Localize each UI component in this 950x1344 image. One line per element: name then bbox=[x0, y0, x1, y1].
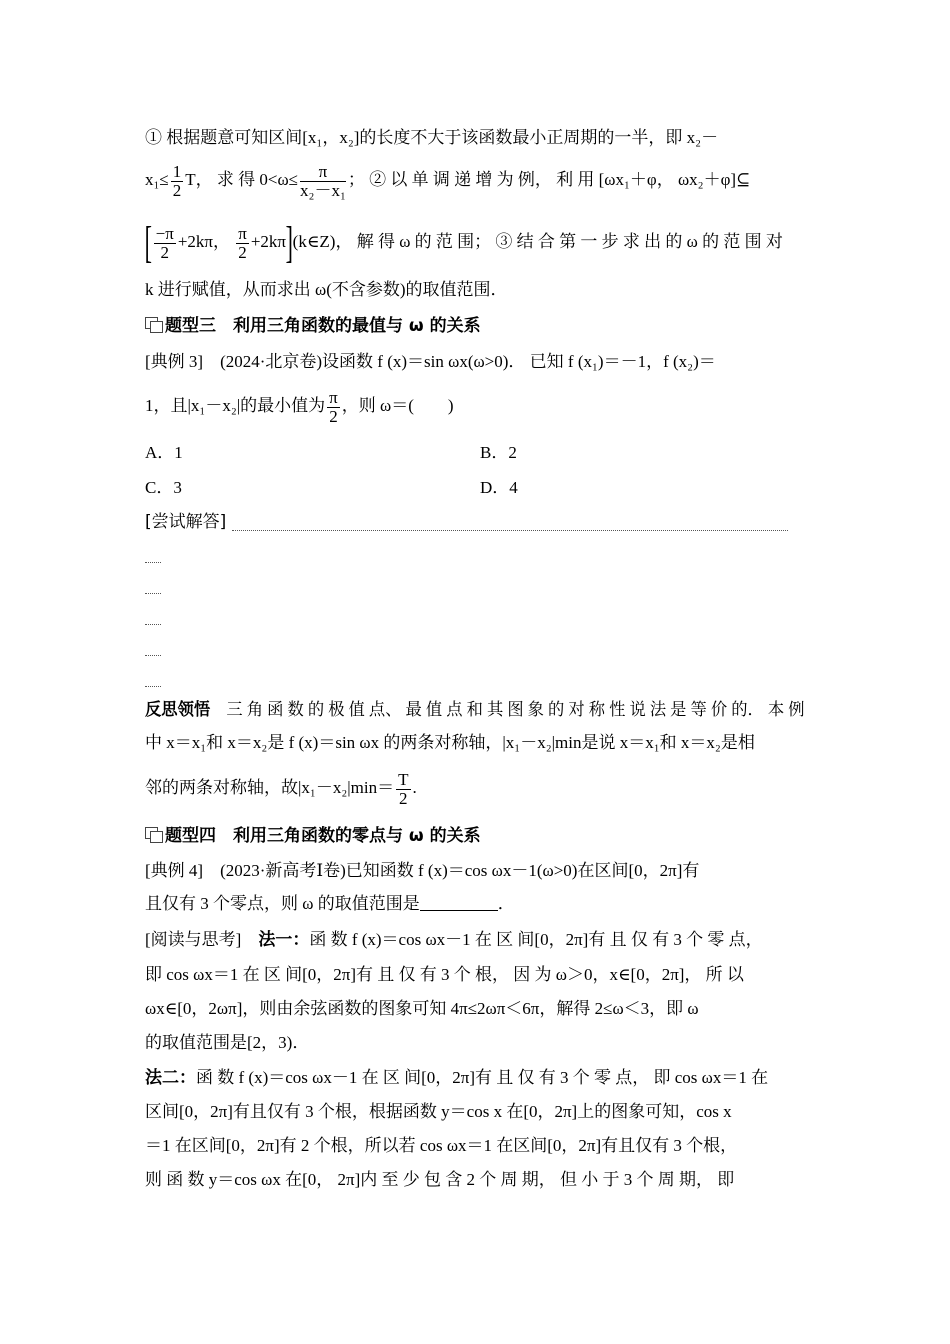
method-line-3: [ $\frac{-\pi}{2}$ +2kπ， $\frac{\pi}{2}$ +2kπ](k∈Z)， 解 得 ω 的 范 围； ③ 结 合 第 一 步 求 出 的 ω 的 范 围 对 bbox=[144, 218, 783, 268]
section-heading-4: 题型四 利用三角函数的零点与 ω 的关系 bbox=[145, 826, 481, 846]
method-two-line-2: 区间[0，2π]有且仅有 3 个根，根据函数 y＝cos x 在[0，2π]上的图象可知，cos x bbox=[145, 1102, 732, 1121]
option-c[interactable]: C．3 bbox=[145, 478, 182, 497]
fraction-t-half: $\frac{T}{2}$ bbox=[398, 769, 409, 808]
fill-in-blank[interactable] bbox=[420, 896, 498, 911]
answer-line[interactable] bbox=[145, 685, 161, 687]
fraction-neg-pi-half: $\frac{-\pi}{2}$ bbox=[155, 223, 174, 262]
method-two-label: 法二： bbox=[145, 1068, 196, 1088]
reflection-line-3: 邻的两条对称轴，故|x₁－x₂|min＝ $\frac{T}{2}$ . bbox=[145, 769, 417, 808]
reading-line-3: ωx∈[0，2ωπ]，则由余弦函数的图象可知 4π≤2ωπ＜6π，解得 2≤ω＜3，即 ω bbox=[145, 999, 699, 1018]
section-icon bbox=[145, 317, 163, 333]
method-two-line-4: 则 函 数 y＝cos ωx 在[0， 2π]内 至 少 包 含 2 个 周 期， 但 小 于 3 个 周 期， 即 bbox=[145, 1170, 735, 1189]
left-bracket-icon: [ bbox=[144, 218, 152, 268]
option-b[interactable]: B．2 bbox=[480, 443, 517, 462]
method-line-1: ① 根据题意可知区间[x₁，x₂]的长度不大于该函数最小正周期的一半，即 x₂－ bbox=[145, 128, 719, 147]
example-4-line-2: 且仅有 3 个零点，则 ω 的取值范围是 ． bbox=[145, 894, 515, 913]
reflection-line-1: 反思领悟 三 角 函 数 的 极 值 点、 最 值 点 和 其 图 象 的 对 称 性 说 法 是 等 价 的． 本 例 bbox=[145, 700, 805, 720]
fraction-pi-half-2: $\frac{\pi}{2}$ bbox=[329, 387, 338, 426]
reflection-label: 反思领悟 bbox=[145, 700, 211, 720]
right-bracket-icon: ] bbox=[285, 218, 294, 268]
method-two-line-3: ＝1 在区间[0，2π]有 2 个根，所以若 cos ωx＝1 在区间[0，2π]有且仅有 3 个根， bbox=[145, 1136, 738, 1155]
method-one-label: 法一： bbox=[258, 930, 310, 950]
option-a[interactable]: A．1 bbox=[145, 443, 183, 462]
answer-line[interactable] bbox=[145, 654, 161, 656]
try-answer-label: [尝试解答] bbox=[145, 512, 227, 532]
reading-line-4: 的取值范围是[2，3)． bbox=[145, 1033, 310, 1052]
answer-line[interactable] bbox=[145, 592, 161, 594]
answer-leader-line[interactable] bbox=[232, 529, 788, 531]
example-3-line-2: 1，且|x₁－x₂|的最小值为 $\frac{\pi}{2}$ ，则 ω＝( ) bbox=[145, 387, 454, 426]
reflection-line-2: 中 x＝x₁和 x＝x₂是 f (x)＝sin ωx 的两条对称轴，|x₁－x₂|min是说 x＝x₁和 x＝x₂是相 bbox=[145, 733, 755, 752]
section-heading-3: 题型三 利用三角函数的最值与 ω 的关系 bbox=[145, 316, 481, 336]
fraction-half: $\frac{1}{2}$ bbox=[172, 161, 182, 200]
example-3-line-1: [典例 3] (2024·北京卷)设函数 f (x)＝sin ωx(ω>0)． 已知 f (x₁)＝－1，f (x₂)＝ bbox=[145, 352, 716, 371]
reading-line-2: 即 cos ωx＝1 在 区 间[0，2π]有 且 仅 有 3 个 根， 因 为 ω＞0，x∈[0，2π]， 所 以 bbox=[145, 965, 744, 984]
method-line-2: x₁≤ $\frac{1}{2}$ T， 求 得 0<ω≤ $\frac{\pi}{\text{x₂－x₁}}$ ； ② 以 单 调 递 增 为 例， 利 用 [ωx₁＋φ， ωx₂＋φ]⊆ bbox=[145, 161, 751, 200]
section-icon bbox=[145, 827, 163, 843]
reading-line-1: [阅读与思考] 法一：函 数 f (x)＝cos ωx－1 在 区 间[0，2π]有 且 仅 有 3 个 零 点， bbox=[145, 930, 763, 950]
answer-line[interactable] bbox=[145, 561, 161, 563]
fraction-pi-over-diff: $\frac{\pi}{\text{x₂－x₁}}$ bbox=[300, 161, 346, 200]
method-two-line-1: 法二：函 数 f (x)＝cos ωx－1 在 区 间[0，2π]有 且 仅 有 3 个 零 点， 即 cos ωx＝1 在 bbox=[145, 1068, 769, 1088]
method-line-4: k 进行赋值，从而求出 ω(不含参数)的取值范围． bbox=[145, 280, 508, 299]
example-4-line-1: [典例 4] (2023·新高考Ⅰ卷)已知函数 f (x)＝cos ωx－1(ω>0)在区间[0，2π]有 bbox=[145, 861, 700, 880]
option-d[interactable]: D．4 bbox=[480, 478, 518, 497]
fraction-pi-half: $\frac{\pi}{2}$ bbox=[238, 223, 247, 262]
answer-line[interactable] bbox=[145, 623, 161, 625]
